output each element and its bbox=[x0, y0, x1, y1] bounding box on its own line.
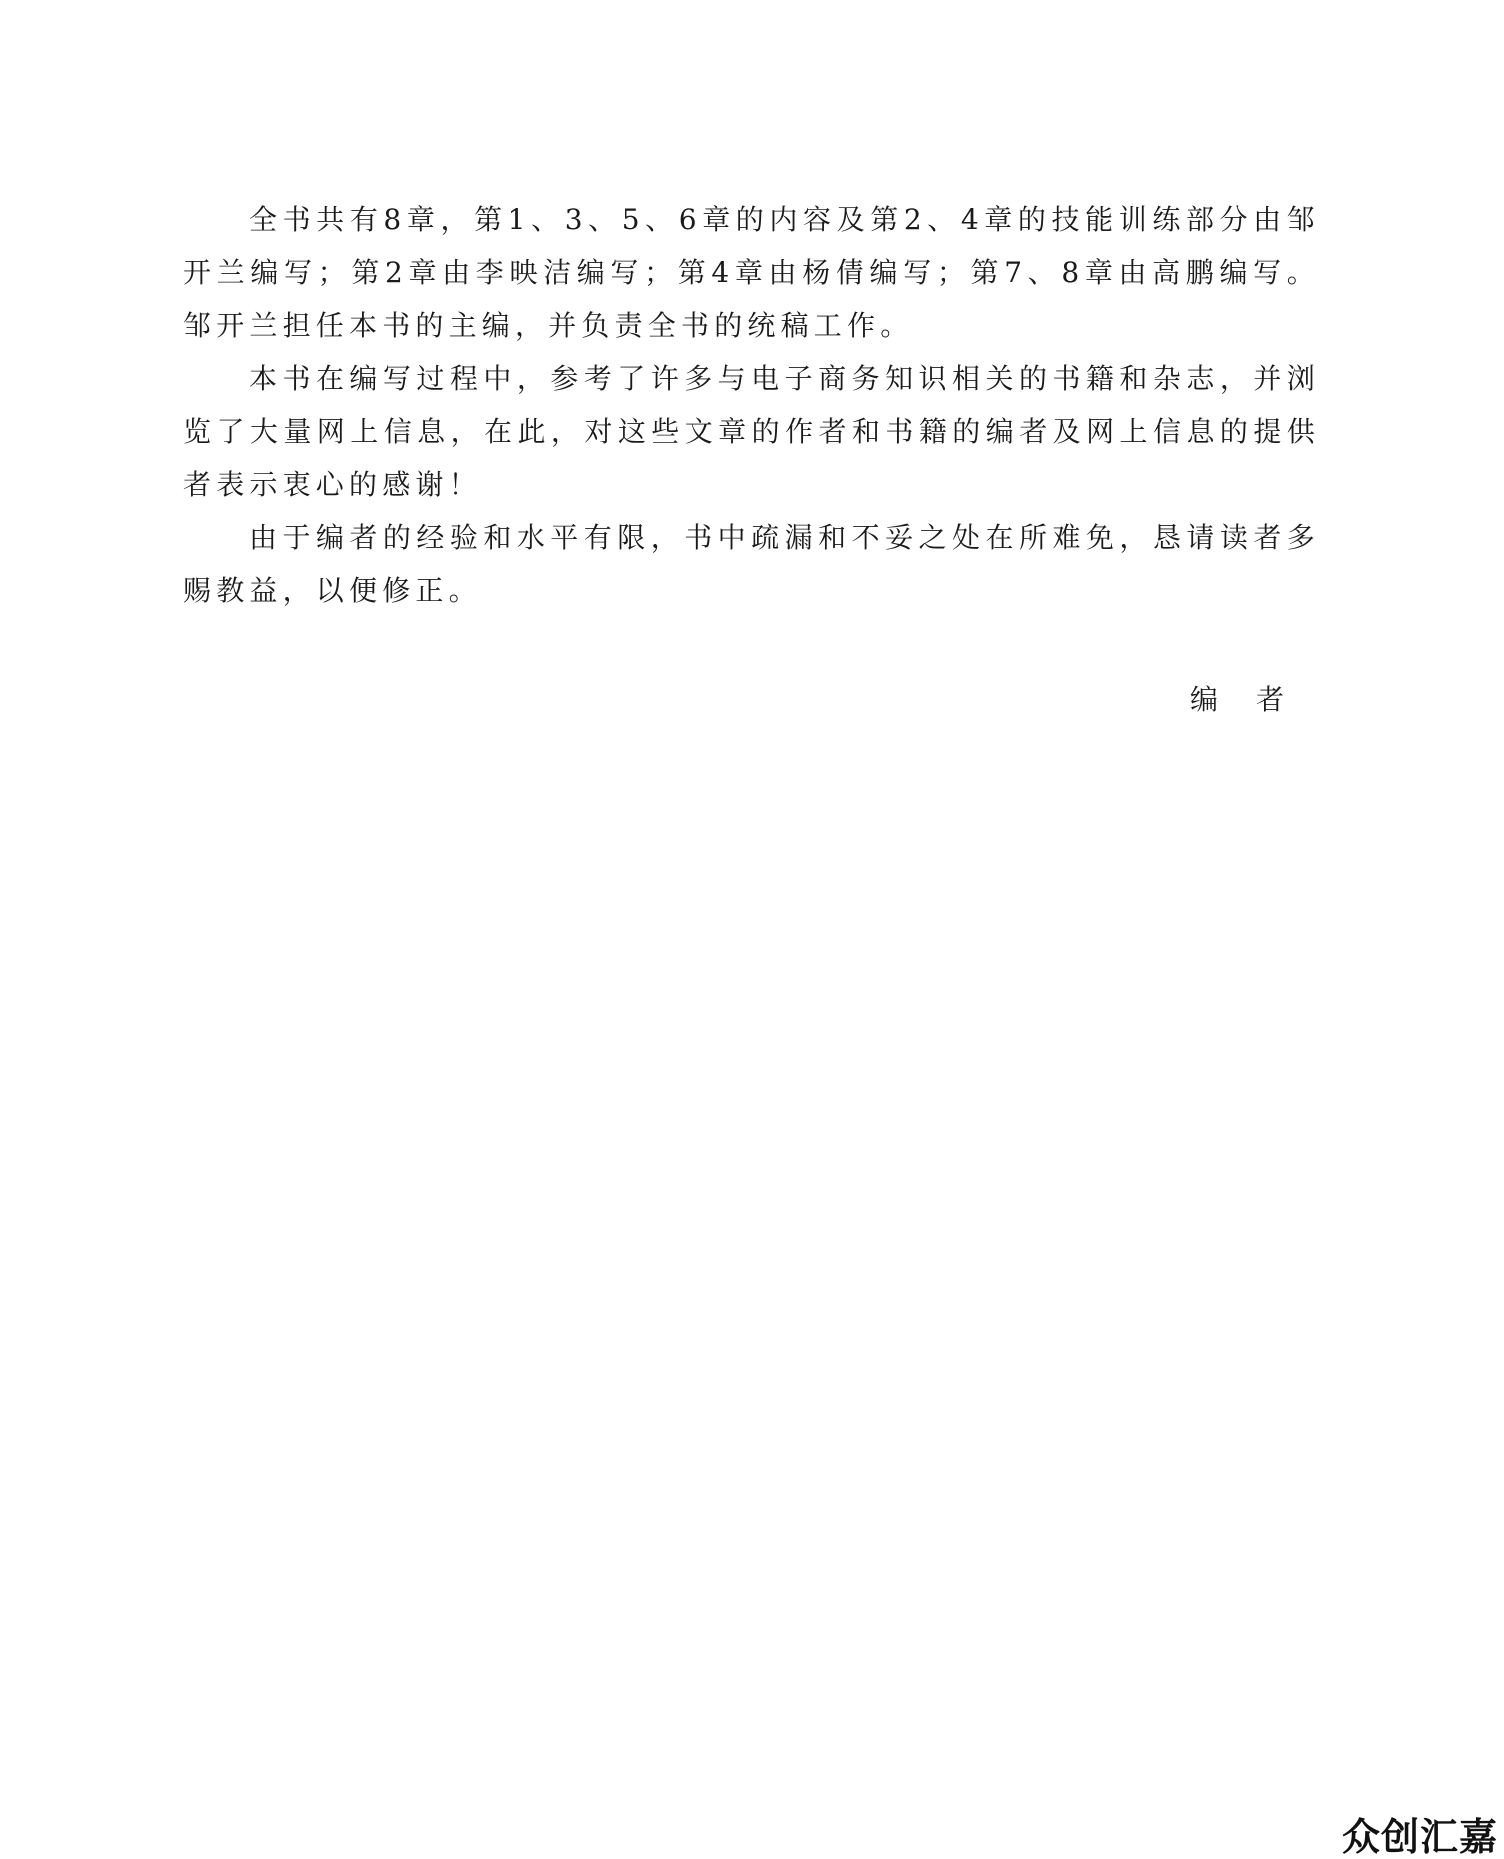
signature: 编 者 bbox=[1190, 683, 1290, 716]
paragraph-authors: 全书共有8章，第1、3、5、6章的内容及第2、4章的技能训练部分由邹开兰编写；第2章由李映洁编写；第4章由杨倩编写；第7、8章由高鹏编写。邹开兰担任本书的主编，并负责全书的统稿工作。 bbox=[183, 203, 1320, 342]
paragraph-acknowledgement: 本书在编写过程中，参考了许多与电子商务知识相关的书籍和杂志，并浏览了大量网上信息，在此，对这些文章的作者和书籍的编者及网上信息的提供者表示衷心的感谢！ bbox=[183, 362, 1320, 501]
paragraph-apology: 由于编者的经验和水平有限，书中疏漏和不妥之处在所难免，恳请读者多赐教益，以便修正。 bbox=[183, 521, 1320, 607]
preface-body bbox=[183, 193, 1320, 617]
watermark-logo: 众创汇嘉 bbox=[1341, 1815, 1498, 1859]
